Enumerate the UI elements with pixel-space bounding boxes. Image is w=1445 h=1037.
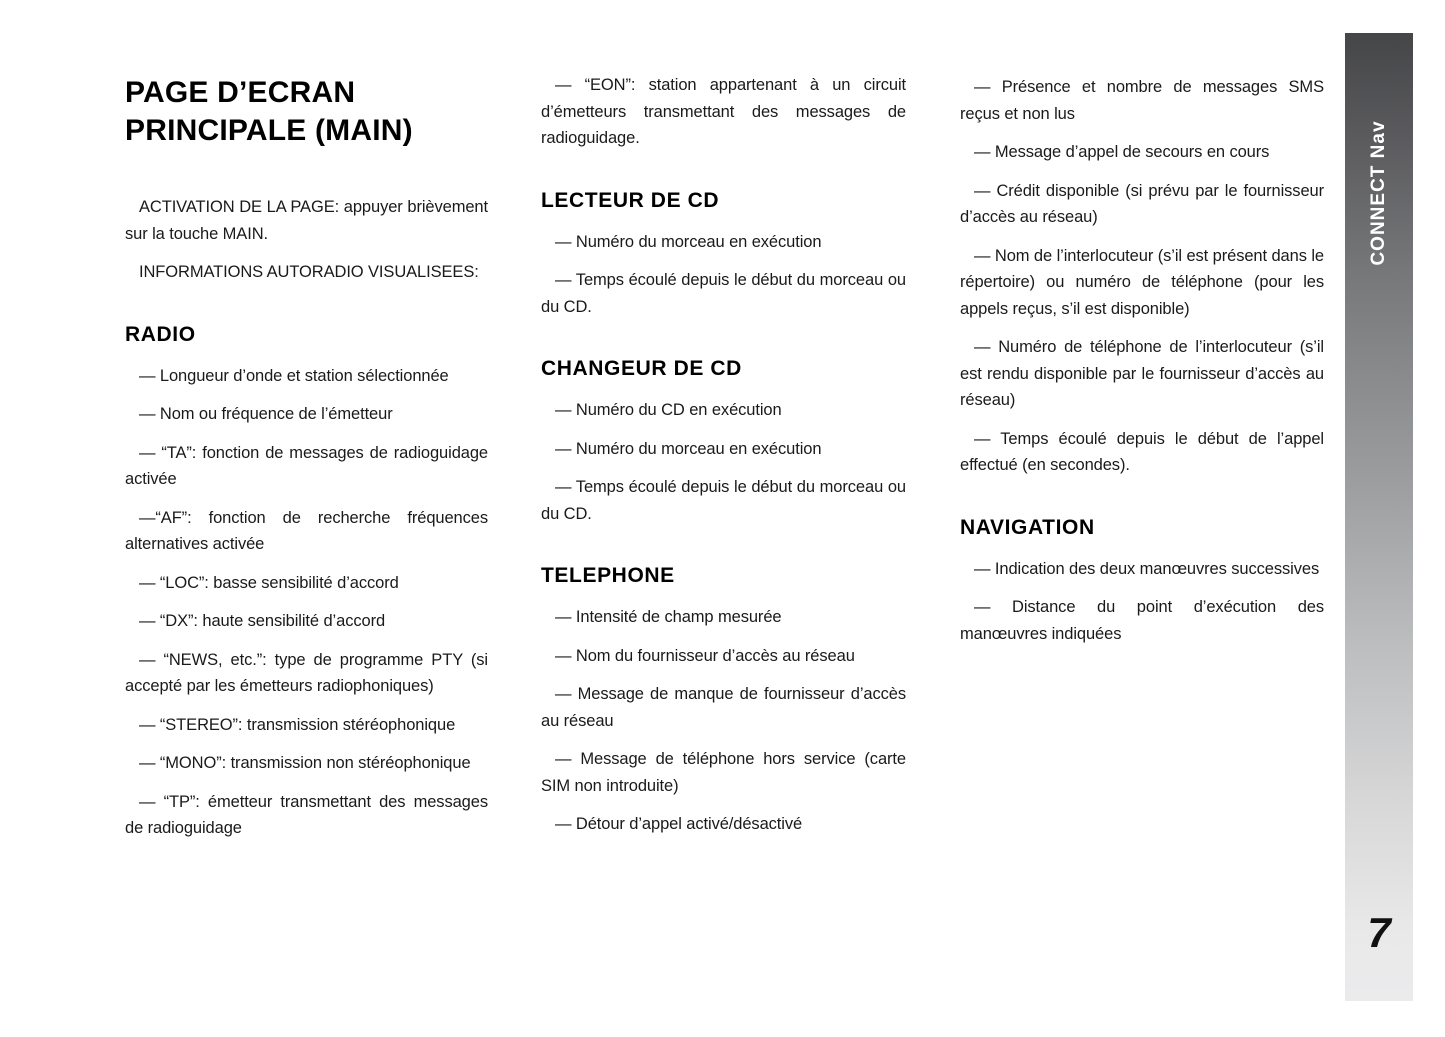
page-number: 7 [1367, 909, 1391, 956]
list-item: — Détour d’appel activé/désactivé [555, 815, 803, 833]
page-title-line: PAGE D’ECRAN [125, 76, 356, 109]
list-item: —“AF”: fonction de recherche fréquences alternatives activée [125, 508, 488, 553]
paragraph: INFORMATIONS AUTORADIO VISUALISEES: [139, 263, 479, 281]
list-item: — Message de téléphone hors service (carte SIM non introduite) [541, 750, 906, 795]
list-item: — Numéro de téléphone de l’interlocuteur (s’il est rendu disponible par le fournisseur d’accès au réseau) [960, 338, 1324, 409]
section-tab [1345, 33, 1413, 1001]
list-item: — “MONO”: transmission non stéréophonique [139, 754, 471, 772]
list-item: — Intensité de champ mesurée [555, 608, 782, 626]
section-heading-changeur-de-cd: CHANGEUR DE CD [541, 357, 742, 380]
list-item: — Numéro du CD en exécution [555, 401, 782, 419]
list-item: — Nom de l’interlocuteur (s’il est présent dans le répertoire) ou numéro de téléphone (pour les appels reçus, s’il est disponible) [960, 246, 1324, 318]
list-item: — “EON”: station appartenant à un circuit d’émetteurs transmettant des messages de radioguidage. [541, 76, 906, 147]
list-item: — Longueur d’onde et station sélectionnée [139, 366, 449, 385]
list-item: — Nom du fournisseur d’accès au réseau [555, 646, 855, 665]
list-item: — Temps écoulé depuis le début du morceau ou du CD. [541, 478, 906, 523]
list-item: — “STEREO”: transmission stéréophonique [139, 715, 456, 734]
list-item: — “NEWS, etc.”: type de programme PTY (si accepté par les émetteurs radiophoniques) [125, 650, 488, 695]
list-item: — “TA”: fonction de messages de radioguidage activée [125, 443, 488, 488]
section-heading-navigation: NAVIGATION [960, 515, 1095, 539]
list-item: — Numéro du morceau en exécution [555, 232, 822, 251]
list-item: — Crédit disponible (si prévu par le fournisseur d’accès au réseau) [960, 181, 1324, 226]
section-heading-telephone: TELEPHONE [541, 564, 675, 587]
list-item: — “DX”: haute sensibilité d’accord [139, 612, 386, 630]
list-item: — Temps écoulé depuis le début de l’appel effectué (en secondes). [960, 429, 1324, 474]
list-item: — Nom ou fréquence de l’émetteur [139, 405, 393, 423]
page-title [125, 74, 488, 150]
list-item: — Message de manque de fournisseur d’accès au réseau [541, 685, 906, 730]
list-item: — “TP”: émetteur transmettant des messages de radioguidage [125, 792, 488, 837]
list-item: — “LOC”: basse sensibilité d’accord [139, 573, 399, 592]
paragraph: ACTIVATION DE LA PAGE: appuyer brièvement sur la touche MAIN. [125, 198, 488, 243]
list-item: — Indication des deux manœuvres successives [974, 559, 1320, 578]
list-item: — Temps écoulé depuis le début du morceau ou du CD. [541, 271, 906, 316]
section-heading-radio: RADIO [125, 322, 196, 346]
column-middle [541, 72, 906, 850]
column-left [125, 74, 488, 854]
section-heading-lecteur-de-cd: LECTEUR DE CD [541, 188, 720, 212]
list-item: — Présence et nombre de messages SMS reçus et non lus [960, 78, 1324, 123]
list-item: — Message d’appel de secours en cours [974, 143, 1270, 161]
list-item: — Numéro du morceau en exécution [555, 439, 822, 458]
list-item: — Distance du point d’exécution des manœuvres indiquées [960, 598, 1324, 643]
page-title-line: PRINCIPALE (MAIN) [125, 114, 413, 147]
column-right [960, 74, 1324, 659]
section-tab-label: CONNECT Nav [1368, 120, 1389, 266]
